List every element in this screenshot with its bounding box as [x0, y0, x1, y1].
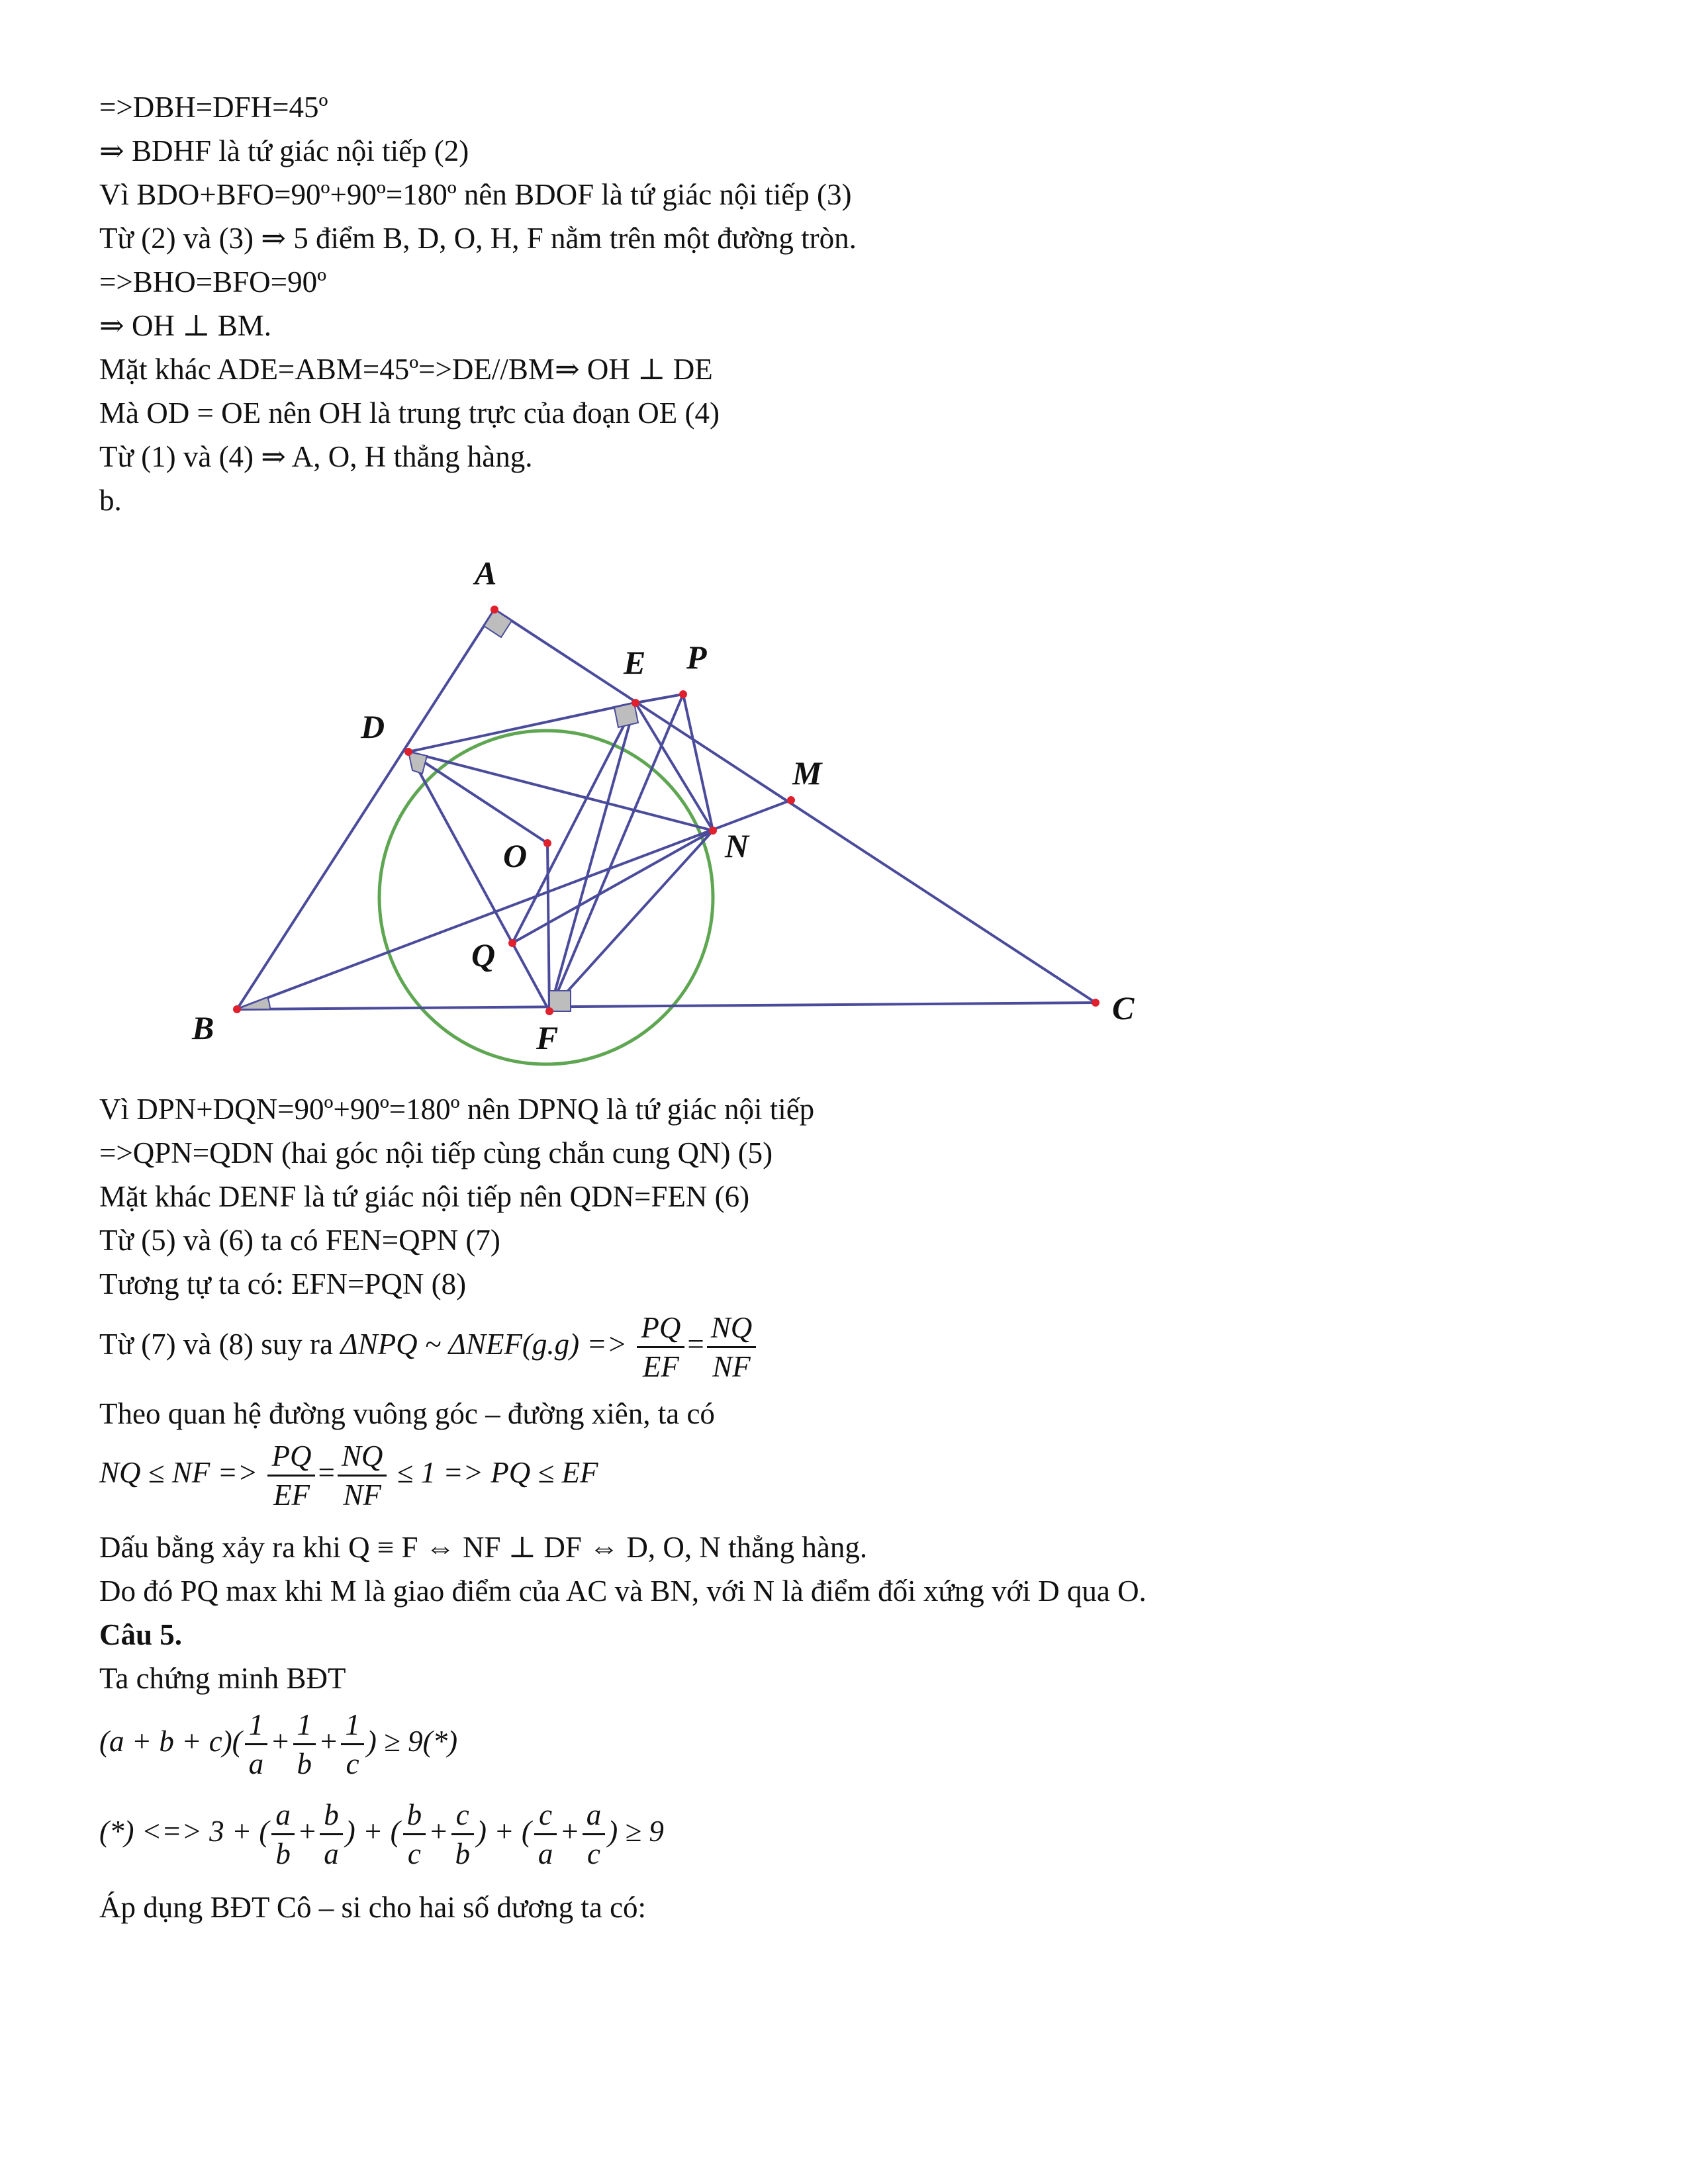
- point-c: [1092, 999, 1100, 1007]
- geometry-figure: [0, 529, 1688, 1099]
- fraction: $\frac{PQ}{EF}$: [637, 1309, 684, 1385]
- label-c: C: [1112, 989, 1135, 1026]
- fraction: $\frac{NQ}{NF}$: [707, 1309, 757, 1385]
- figure-lines: [237, 610, 1096, 1011]
- label-m: M: [792, 754, 822, 792]
- text: Từ (7) và (8) suy ra: [99, 1327, 341, 1361]
- label-e: E: [624, 644, 646, 681]
- text-line: ⇒ BDHF là tứ giác nội tiếp (2): [99, 134, 469, 167]
- right-angle-marks: [237, 610, 638, 1011]
- label-b: B: [192, 1009, 214, 1046]
- text-line: Do đó PQ max khi M là giao điểm của AC và BN, với N là điểm đối xứng với D qua O.: [99, 1574, 1147, 1608]
- fraction: $\frac{b}{c}$: [403, 1796, 426, 1872]
- text-line: Theo quan hệ đường vuông góc – đường xiên, ta có: [99, 1397, 715, 1430]
- label-o: O: [503, 837, 528, 874]
- math: ΔNPQ ~ ΔNEF(g.g) =>: [340, 1327, 628, 1361]
- text-line: Áp dụng BĐT Cô – si cho hai số dương ta có:: [99, 1891, 647, 1924]
- point-m: [787, 796, 795, 804]
- text-line: Vì DPN+DQN=90º+90º=180º nên DPNQ là tứ giác nội tiếp: [99, 1093, 815, 1126]
- math: ≤ 1 => PQ ≤ EF: [397, 1455, 598, 1489]
- fraction: $\frac{NQ}{NF}$: [338, 1437, 387, 1514]
- point-a: [491, 606, 498, 614]
- text-line: Từ (1) và (4) ⇒ A, O, H thẳng hàng.: [99, 440, 533, 473]
- text-line: Mà OD = OE nên OH là trung trực của đoạn OE (4): [99, 396, 720, 430]
- math: NQ ≤ NF =>: [99, 1455, 258, 1489]
- text-line: =>DBH=DFH=45º: [99, 91, 328, 124]
- fraction: $\frac{PQ}{EF}$: [267, 1437, 315, 1514]
- text-line: =>QPN=QDN (hai góc nội tiếp cùng chắn cung QN) (5): [99, 1136, 773, 1169]
- text-line: Mặt khác ADE=ABM=45º=>DE//BM⇒ OH ⊥ DE: [99, 353, 713, 386]
- fraction: $\frac{a}{c}$: [583, 1796, 606, 1872]
- label-a: A: [475, 555, 497, 592]
- fraction: $\frac{c}{a}$: [534, 1796, 557, 1872]
- text-line: =>BHO=BFO=90º: [99, 265, 327, 298]
- point-p: [679, 690, 687, 698]
- fraction: $\frac{c}{b}$: [451, 1796, 475, 1872]
- point-q: [508, 939, 516, 947]
- point-e: [632, 699, 639, 707]
- text-line: Từ (5) và (6) ta có FEN=QPN (7): [99, 1224, 500, 1257]
- text-line: Ta chứng minh BĐT: [99, 1662, 346, 1695]
- formula-star: (a + b + c)( $\frac{1}{a}$ + $\frac{1}{b}$ + $\frac{1}{c}$ ) ≥ 9(*): [99, 1706, 457, 1782]
- label-d: D: [361, 708, 385, 745]
- point-o: [543, 839, 551, 847]
- inequality-line: NQ ≤ NF => $\frac{PQ}{EF}$ = $\frac{NQ}{NF}$ ≤ 1 => PQ ≤ EF: [99, 1437, 598, 1514]
- similarity-line: Từ (7) và (8) suy ra ΔNPQ ~ ΔNEF(g.g) => $\frac{PQ}{EF}$ = $\frac{NQ}{NF}$: [99, 1309, 759, 1385]
- text-line: Vì BDO+BFO=90º+90º=180º nên BDOF là tứ giác nội tiếp (3): [99, 178, 852, 211]
- point-n: [709, 827, 717, 835]
- text-line: Từ (2) và (3) ⇒ 5 điểm B, D, O, H, F nằm trên một đường tròn.: [99, 222, 857, 255]
- fraction: $\frac{1}{c}$: [341, 1706, 364, 1782]
- fraction: $\frac{a}{b}$: [271, 1796, 295, 1872]
- label-f: F: [536, 1019, 559, 1056]
- text-line: Tương tự ta có: EFN=PQN (8): [99, 1267, 467, 1300]
- figure-points: [233, 606, 1100, 1015]
- circle-o: [379, 731, 713, 1064]
- label-p: P: [686, 639, 707, 676]
- text-line: Mặt khác DENF là tứ giác nội tiếp nên QDN=FEN (6): [99, 1180, 750, 1213]
- fraction: $\frac{1}{b}$: [293, 1706, 316, 1782]
- fraction: $\frac{b}{a}$: [320, 1796, 343, 1872]
- formula-expanded: (*) <=> 3 + ( $\frac{a}{b}$ + $\frac{b}{a}$ ) + ( $\frac{b}{c}$ + $\frac{c}{b}$ ) + ( $\frac{c}{a}$ + $\frac{a}{c}$ ) ≥ 9: [99, 1796, 664, 1872]
- point-b: [233, 1005, 241, 1013]
- point-d: [404, 748, 412, 756]
- text-line: b.: [99, 484, 122, 517]
- label-q: Q: [471, 936, 496, 974]
- point-f: [545, 1007, 553, 1015]
- section-heading: Câu 5.: [99, 1618, 183, 1651]
- label-n: N: [725, 827, 749, 864]
- text-line: Dấu bằng xảy ra khi Q ≡ F ⇔ NF ⊥ DF ⇔ D, O, N thẳng hàng.: [99, 1531, 868, 1564]
- fraction: $\frac{1}{a}$: [245, 1706, 268, 1782]
- text-line: ⇒ OH ⊥ BM.: [99, 309, 272, 342]
